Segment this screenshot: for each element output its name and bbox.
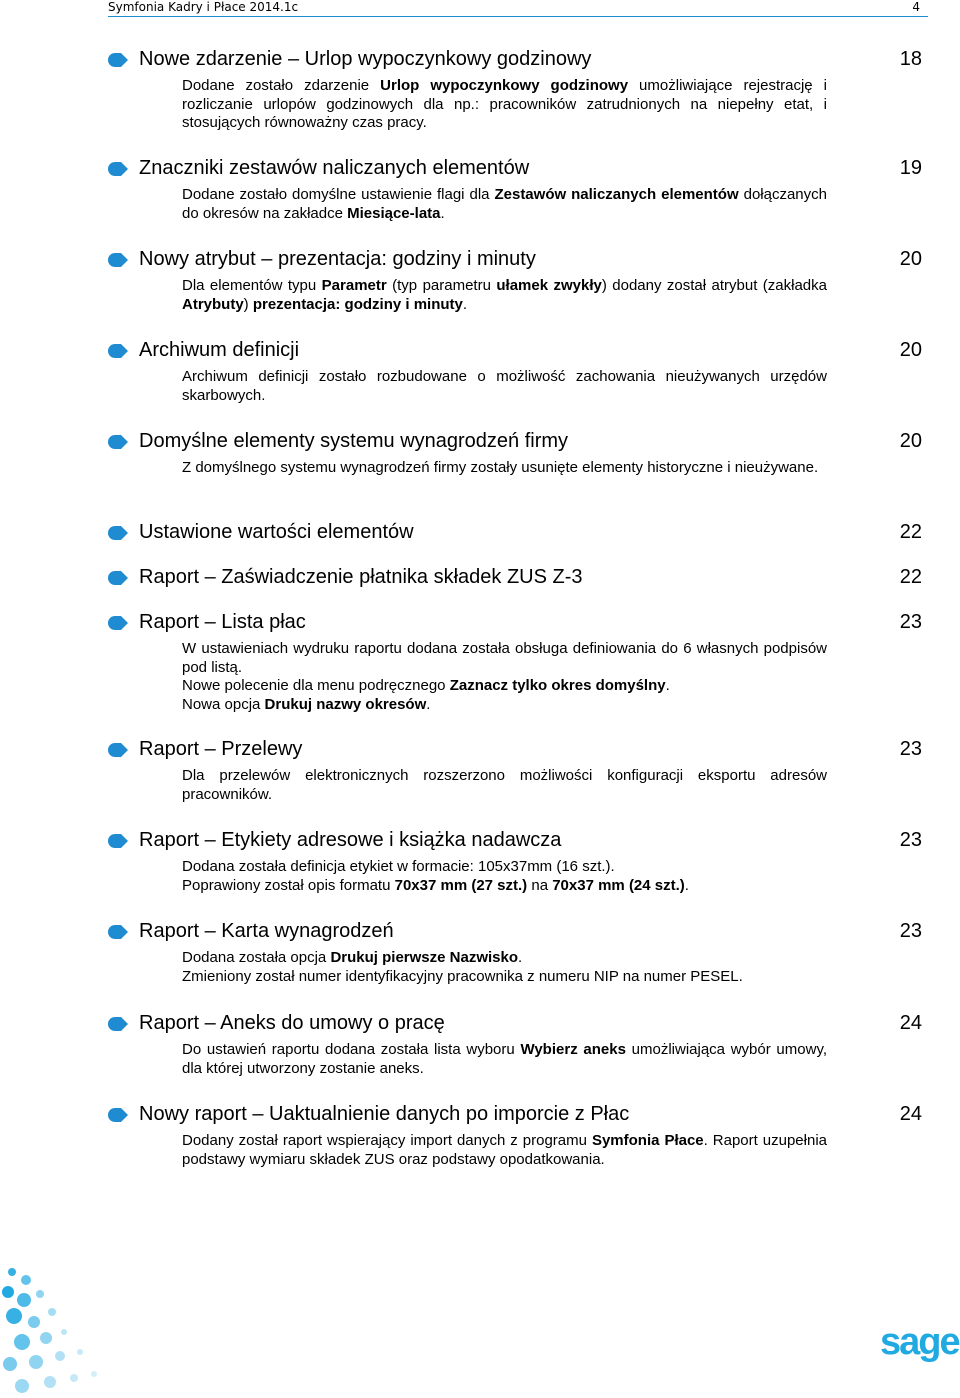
entry-page-number: 18 (899, 48, 922, 70)
body-text: Nowa opcja (182, 695, 265, 713)
decorative-dots-graphic (0, 1266, 110, 1398)
entry-page-number: 20 (899, 430, 922, 452)
entry-description (182, 459, 827, 478)
description-line (182, 968, 827, 987)
body-text: Dodana została opcja (182, 949, 331, 966)
body-text: . (426, 695, 431, 713)
body-text: . (665, 677, 670, 694)
emphasis-text: Urlop wypoczynkowy godzinowy (380, 77, 629, 94)
description-line (182, 858, 827, 877)
emphasis-text: Miesiące-lata (347, 204, 441, 222)
body-text: . Raport uzupełnia podstawy wymiaru składek ZUS oraz podstawy opodatkowania. (182, 1132, 827, 1168)
header-page-number: 4 (912, 0, 920, 14)
entry-page-number: 22 (899, 521, 922, 543)
body-text: Dodane zostało domyślne ustawienie flagi dla (182, 186, 495, 203)
body-text: (typ parametru (386, 277, 497, 294)
body-text: W ustawieniach wydruku raportu dodana została obsługa definiowania do 6 własnych podpisów pod listą. (182, 640, 827, 676)
emphasis-text: Wybierz aneks (520, 1041, 626, 1058)
body-text: Poprawiony został opis formatu (182, 876, 395, 894)
body-text: ) dodany został atrybut (zakładka (601, 277, 827, 294)
emphasis-text: ułamek zwykły (496, 277, 602, 294)
entry-title: Nowy atrybut – prezentacja: godziny i minuty (139, 248, 536, 270)
body-text: Dla elementów typu (182, 277, 322, 294)
description-line (182, 677, 827, 696)
entry-description (182, 640, 827, 714)
emphasis-text: Drukuj nazwy okresów (264, 695, 427, 713)
bullet-icon (108, 526, 128, 540)
entry-page-number: 19 (899, 157, 922, 179)
entry-page-number: 24 (899, 1012, 922, 1034)
emphasis-text: 70x37 mm (27 szt.) (394, 876, 528, 894)
entry-description (182, 368, 827, 405)
header-title: Symfonia Kadry i Płace 2014.1c (108, 0, 299, 14)
body-text: . (518, 949, 523, 966)
entry-title: Nowy raport – Uaktualnienie danych po imporcie z Płac (139, 1103, 630, 1125)
emphasis-text: Zestawów naliczanych elementów (494, 186, 739, 203)
description-paragraph (182, 459, 827, 478)
bullet-icon (108, 571, 128, 585)
entry-page-number: 24 (899, 1103, 922, 1125)
entry-description (182, 77, 827, 133)
entry-page-number: 23 (899, 611, 922, 633)
body-text: dołączanych do okresów na zakładce (182, 186, 827, 222)
entry-description (182, 1041, 827, 1078)
body-text: Dodane zostało zdarzenie (182, 77, 381, 94)
description-paragraph (182, 77, 827, 133)
entry-page-number: 23 (899, 738, 922, 760)
description-line (182, 877, 827, 896)
bullet-icon (108, 1108, 128, 1122)
body-text: Archiwum definicji zostało rozbudowane o możliwość zachowania nieużywanych urzędów skarbowych. (182, 368, 827, 404)
body-text: Dla przelewów elektronicznych rozszerzono możliwości konfiguracji eksportu adresów pracowników. (182, 767, 827, 803)
bullet-icon (108, 53, 128, 67)
description-paragraph (182, 1132, 827, 1169)
body-text: umożliwiające rejestrację i rozliczanie urlopów godzinowych dla np.: pracowników zatrudnionych na niepełny etat, i stosujących równoważny czas pracy. (182, 77, 827, 131)
emphasis-text: prezentacja: godziny i minuty (252, 295, 463, 313)
entry-title: Raport – Karta wynagrodzeń (139, 920, 394, 942)
bullet-icon (108, 925, 128, 939)
body-text: Z domyślnego systemu wynagrodzeń firmy zostały usunięte elementy historyczne i nieużywane. (182, 459, 819, 476)
entry-page-number: 20 (899, 248, 922, 270)
entry-title: Raport – Przelewy (139, 738, 303, 760)
entry-page-number: 20 (899, 339, 922, 361)
body-text: . (684, 876, 689, 894)
bullet-icon (108, 1017, 128, 1031)
bullet-icon (108, 616, 128, 630)
entry-description (182, 949, 827, 986)
description-line (182, 949, 827, 968)
body-text: umożliwiająca wybór umowy, dla której utworzony zostanie aneks. (182, 1041, 827, 1077)
entry-title: Archiwum definicji (139, 339, 300, 361)
entry-title: Znaczniki zestawów naliczanych elementów (139, 157, 530, 179)
description-line (182, 640, 827, 677)
emphasis-text: Drukuj pierwsze Nazwisko (330, 949, 518, 966)
body-text: na (527, 876, 553, 894)
entry-description (182, 858, 827, 895)
bullet-icon (108, 344, 128, 358)
emphasis-text: Symfonia Płace (591, 1132, 704, 1149)
entry-title: Domyślne elementy systemu wynagrodzeń firmy (139, 430, 569, 452)
bullet-icon (108, 743, 128, 757)
emphasis-text: Parametr (321, 277, 387, 294)
body-text: Dodana została definicja etykiet w formacie: 105x37mm (16 szt.). (182, 858, 615, 875)
description-paragraph (182, 368, 827, 405)
body-text: . (440, 204, 445, 222)
bullet-icon (108, 162, 128, 176)
sage-logo (880, 1320, 960, 1364)
description-paragraph (182, 767, 827, 804)
entry-description (182, 767, 827, 804)
bullet-icon (108, 435, 128, 449)
body-text: Zmieniony został numer identyfikacyjny pracownika z numeru NIP na numer PESEL. (182, 967, 743, 985)
description-paragraph (182, 186, 827, 223)
body-text: Dodany został raport wspierający import danych z programu (182, 1132, 592, 1149)
entry-title: Nowe zdarzenie – Urlop wypoczynkowy godzinowy (139, 48, 592, 70)
description-paragraph (182, 1041, 827, 1078)
entry-description (182, 277, 827, 314)
entry-page-number: 23 (899, 920, 922, 942)
entry-title: Ustawione wartości elementów (139, 521, 414, 543)
entry-title: Raport – Zaświadczenie płatnika składek ZUS Z-3 (139, 566, 583, 588)
entry-page-number: 22 (899, 566, 922, 588)
body-text: . (462, 295, 468, 313)
entry-title: Raport – Aneks do umowy o pracę (139, 1012, 445, 1034)
entry-description (182, 186, 827, 223)
entry-title: Raport – Etykiety adresowe i książka nadawcza (139, 829, 562, 851)
emphasis-text: 70x37 mm (24 szt.) (552, 876, 685, 894)
emphasis-text: Atrybuty (182, 295, 244, 313)
body-text: Nowe polecenie dla menu podręcznego (182, 677, 450, 694)
sage-logo-text: sage (880, 1321, 959, 1363)
body-text: ) (243, 295, 253, 313)
body-text: Do ustawień raportu dodana została lista wyboru (182, 1041, 521, 1058)
emphasis-text: Zaznacz tylko okres domyślny (449, 677, 666, 694)
description-paragraph (182, 277, 827, 314)
entry-description (182, 1132, 827, 1169)
description-line (182, 696, 827, 715)
bullet-icon (108, 834, 128, 848)
page-header (108, 0, 928, 17)
bullet-icon (108, 253, 128, 267)
entry-page-number: 23 (899, 829, 922, 851)
entry-title: Raport – Lista płac (139, 611, 306, 633)
